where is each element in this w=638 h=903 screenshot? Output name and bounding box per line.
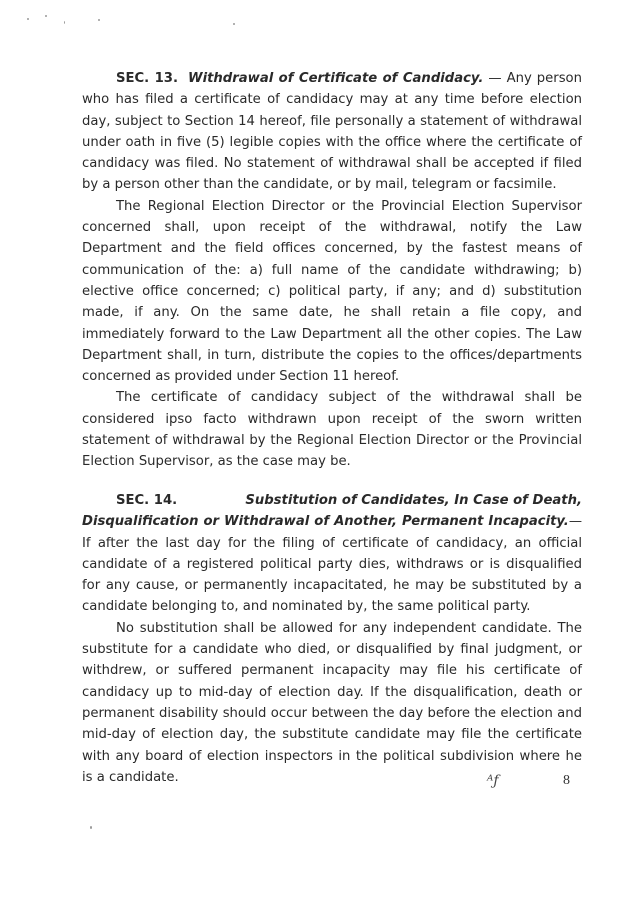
scan-speck [45, 15, 47, 17]
page-number: 8 [563, 773, 570, 788]
sec14-para2: No substitution shall be allowed for any independent candidate. The substitute for a candidate who died, or disqualified by final judgment, or withdrew, or suffered permanent incapacity may file his certificate of candidacy up to mid-day of election day. If the disqualification, death or permanent disability should occur between the day before the election and mid-day of election day, the substitute candidate may file the certificate with any board of election inspectors in the political subdivision where he is a candidate. [82, 620, 582, 785]
scan-speck [98, 19, 100, 21]
sec14-label: SEC. 14. [116, 493, 178, 508]
sec13-para2: The Regional Election Director or the Provincial Election Supervisor concerned shall, upon receipt of the withdrawal, notify the Law Department and the field offices concerned, by the fastest means of communication of the: a) full name of the candidate withdrawing; b) elective office concerned; c) political party, if any; and d) substitution made, if any. On the same date, he shall retain a file copy, and immediately forward to the Law Department all the other copies. The Law Department shall, in turn, distribute the copies to the offices/departments concerned as provided under Section 11 hereof. [82, 198, 582, 385]
handwritten-initials: ᴬƒ [487, 773, 499, 789]
sec13-label: SEC. 13. [116, 71, 178, 86]
sec13-intro-text: — Any person who has filed a certificate of candidacy may at any time before election day, subject to Section 14 hereof, file personally a statement of withdrawal under oath in five (5) legible copies with the office where the certificate of candidacy was filed. No statement of withdrawal shall be accepted if filed by a person other than the candidate, or by mail, telegram or facsimile. [82, 71, 582, 193]
sec14-title-line2: Disqualification or Withdrawal of Another, Permanent Incapacity. [82, 514, 569, 530]
scan-speck [233, 23, 235, 25]
sec13-para3: The certificate of candidacy subject of the withdrawal shall be considered ipso facto withdrawn upon receipt of the sworn written statement of withdrawal by the Regional Election Director or the Provincial Election Supervisor, as the case may be. [82, 390, 582, 470]
scan-speck [64, 21, 65, 24]
sec14-heading-line [82, 490, 582, 511]
sec14-para1 [82, 511, 582, 617]
section-13 [82, 68, 582, 473]
scan-speck [27, 18, 29, 20]
section-14 [82, 490, 582, 788]
sec13-para1 [82, 68, 582, 196]
sec14-intro-text: —If after the last day for the filing of certificate of candidacy, an official candidate of a registered political party dies, withdraws or is disqualified for any cause, or permanently incapacitated, he may be substituted by a candidate belonging to, and nominated by, the same political party. [82, 514, 582, 615]
sec13-title: Withdrawal of Certificate of Candidacy. [188, 71, 484, 86]
sec14-title-line1: Substitution of Candidates, In Case of Death, [245, 493, 582, 508]
scan-speck [90, 826, 92, 829]
